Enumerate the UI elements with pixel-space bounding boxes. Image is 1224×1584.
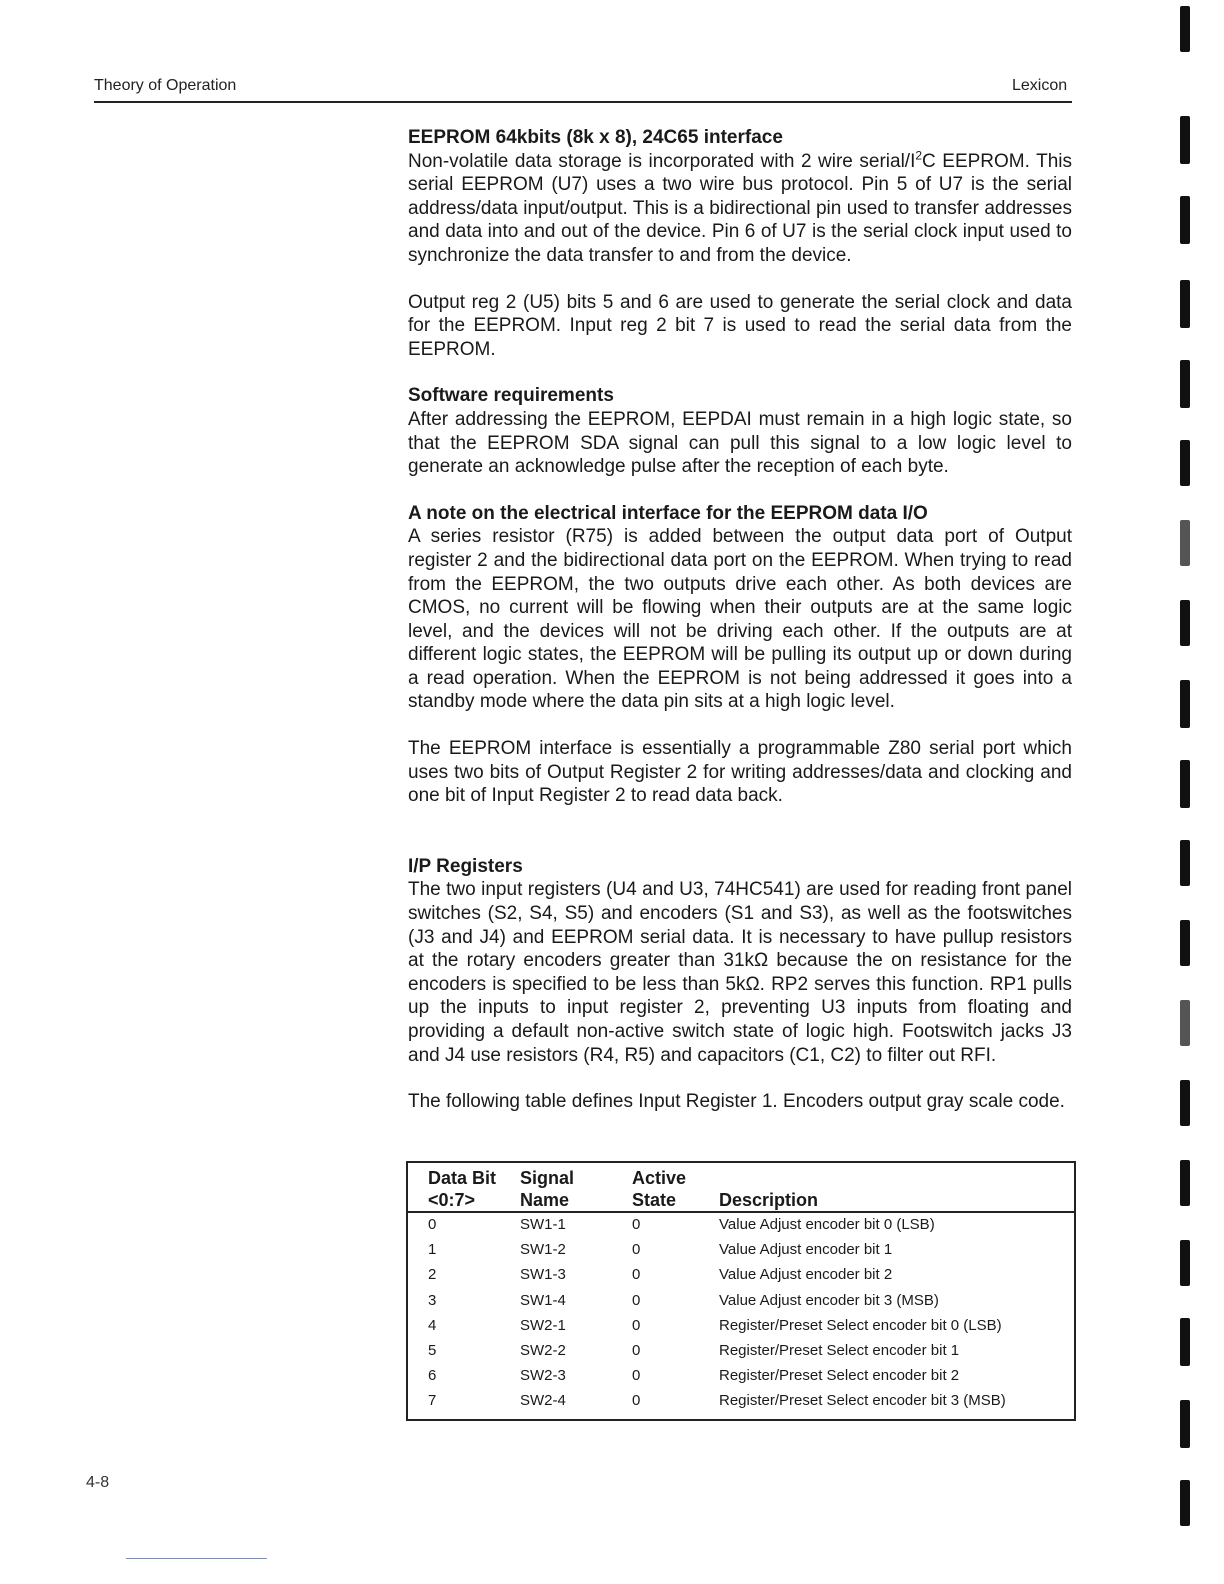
binding-mark [1180, 440, 1190, 486]
table-body [408, 1213, 1074, 1415]
software-heading: Software requirements [408, 385, 614, 407]
eeprom-p1-text-b: C EEPROM. This serial EEPROM (U7) uses a two wire bus protocol. Pin 5 of U7 is the serial address/data input/output. This is a bidirectional pin used to transfer addresses and data into and out of the device. Pin 6 of U7 is the serial clock input used to synchronize the data transfer to and from the device. [408, 150, 1072, 266]
table-row: 4 SW2-1 0 Register/Preset Select encoder bit 0 (LSB) [428, 1316, 1002, 1334]
binding-mark [1180, 920, 1190, 966]
page-body [408, 126, 1072, 1114]
header-data-bit: Data Bit <0:7> [428, 1168, 497, 1210]
table-row: 5 SW2-2 0 Register/Preset Select encoder bit 1 [428, 1341, 960, 1359]
header-description: Description [719, 1190, 819, 1210]
eeprom-heading: EEPROM 64kbits (8k x 8), 24C65 interface [408, 127, 783, 148]
binding-mark [1180, 680, 1190, 728]
binding-mark [1180, 1480, 1190, 1526]
header-rule [94, 101, 1072, 103]
input-register-table [406, 1161, 1076, 1421]
header-signal-name: Signal Name [520, 1168, 575, 1210]
table-row: 2 SW1-3 0 Value Adjust encoder bit 2 [428, 1266, 893, 1284]
table-row: 1 SW1-2 0 Value Adjust encoder bit 1 [428, 1241, 893, 1259]
ip-registers-heading: I/P Registers [408, 855, 523, 877]
binding-mark [1180, 840, 1190, 886]
eeprom-p1-text-a: Non-volatile data storage is incorporated with 2 wire serial/I [408, 150, 916, 172]
binding-mark [1180, 1000, 1190, 1046]
binding-mark [1180, 600, 1190, 646]
table-row: 7 SW2-4 0 Register/Preset Select encoder bit 3 (MSB) [428, 1392, 1006, 1410]
eeprom-p1-superscript: 2 [915, 148, 923, 163]
footer-rule [126, 1558, 267, 1559]
binding-mark [1180, 1160, 1190, 1206]
binding-mark [1180, 196, 1190, 244]
binding-mark [1180, 360, 1190, 408]
page-number: 4-8 [86, 1474, 110, 1491]
binding-mark [1180, 520, 1190, 566]
binding-mark [1180, 1240, 1190, 1286]
binding-mark [1180, 1080, 1190, 1126]
binding-mark [1180, 280, 1190, 328]
header-active-state: Active State [632, 1168, 687, 1210]
table-row: 3 SW1-4 0 Value Adjust encoder bit 3 (MSB) [428, 1291, 939, 1309]
software-paragraph: After addressing the EEPROM, EEPDAI must remain in a high logic state, so that the EEPROM SDA signal can pull this signal to a low logic level to generate an acknowledge pulse after the reception of each byte. [408, 408, 1072, 478]
binding-mark [1180, 116, 1190, 164]
binding-marks [1176, 0, 1196, 1584]
note-heading: A note on the electrical interface for the EEPROM data I/O [408, 502, 928, 524]
ip-paragraph-1: The two input registers (U4 and U3, 74HC541) are used for reading front panel switches (S2, S4, S5) and encoders (S1 and S3), as well as the footswitches (J3 and J4) and EEPROM serial data. It is necessary to have pullup resistors at the rotary encoders greater than 31kΩ because the on resistance for the encoders is specified to be less than 5kΩ. RP2 serves this function. RP1 pulls up the inputs to input register 2, preventing U3 inputs from floating and providing a default non-active switch state of logic high. Footswitch jacks J3 and J4 use resistors (R4, R5) and capacitors (C1, C2) to filter out RFI. [408, 879, 1072, 1066]
eeprom-paragraph-1 [408, 150, 1072, 268]
note-paragraph-2: The EEPROM interface is essentially a programmable Z80 serial port which uses two bits of Output Register 2 for writing addresses/data and clocking and one bit of Input Register 2 to read data back. [408, 738, 1072, 807]
running-header-right: Lexicon [1012, 77, 1068, 94]
eeprom-paragraph-2: Output reg 2 (U5) bits 5 and 6 are used to generate the serial clock and data for the EEPROM. Input reg 2 bit 7 is used to read the serial data from the EEPROM. [408, 291, 1072, 360]
ip-paragraph-2: The following table defines Input Register 1. Encoders output gray scale code. [408, 1091, 1065, 1113]
binding-mark [1180, 6, 1190, 52]
table-row: 0 SW1-1 0 Value Adjust encoder bit 0 (LSB) [428, 1216, 935, 1233]
binding-mark [1180, 760, 1190, 808]
table-row: 6 SW2-3 0 Register/Preset Select encoder bit 2 [428, 1367, 960, 1385]
binding-mark [1180, 1400, 1190, 1448]
binding-mark [1180, 1318, 1190, 1366]
note-paragraph-1: A series resistor (R75) is added between the output data port of Output register 2 and the bidirectional data port on the EEPROM. When trying to read from the EEPROM, the two outputs drive each other. As both devices are CMOS, no current will be flowing when their outputs are at the same logic level, and the devices will not be driving each other. If the outputs are at different logic states, the EEPROM will be pulling its output up or down during a read operation. When the EEPROM is not being addressed it goes into a standby mode where the data pin sits at a high logic level. [408, 526, 1072, 713]
table-header [408, 1163, 1074, 1213]
running-header-left: Theory of Operation [94, 77, 237, 94]
